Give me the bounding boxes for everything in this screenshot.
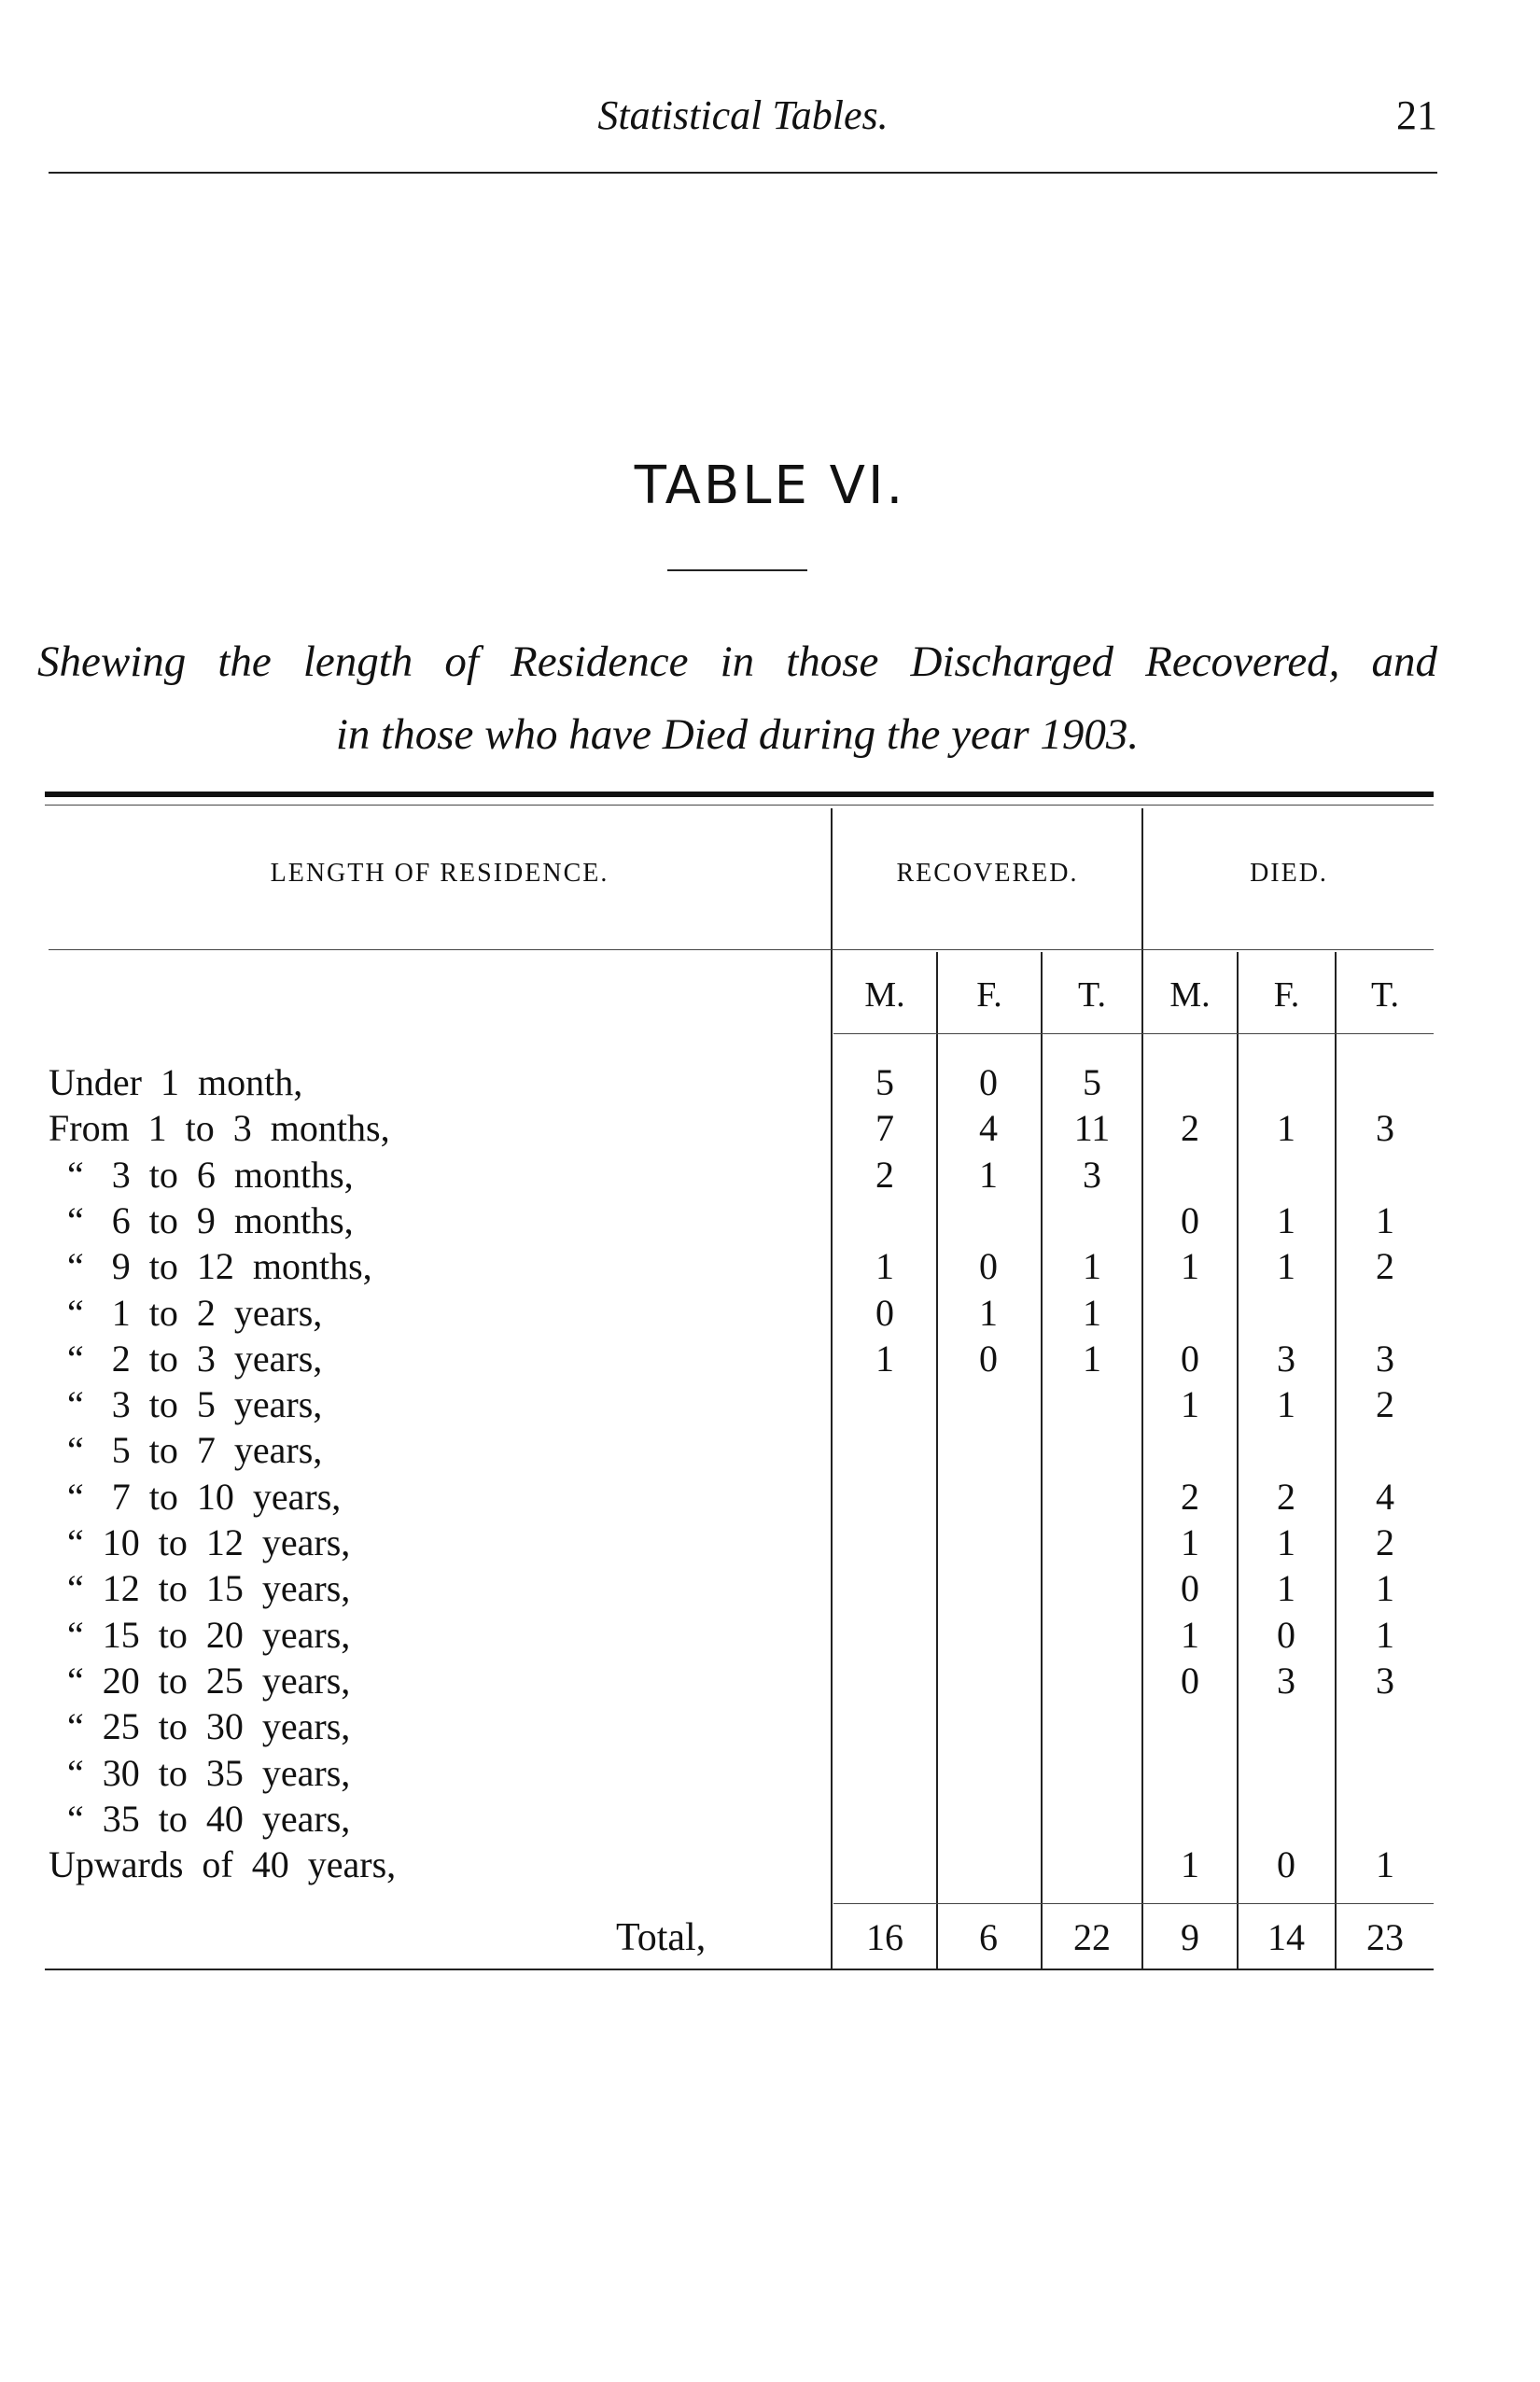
row-label: Upwards of 40 years,	[49, 1843, 397, 1886]
row-label: From 1 to 3 months,	[49, 1107, 390, 1150]
total-recovered-male: 16	[866, 1916, 903, 1958]
cell-recovered-total: 3	[1083, 1153, 1101, 1196]
cell-recovered-total: 5	[1083, 1061, 1101, 1103]
cell-died-male: 2	[1181, 1475, 1199, 1518]
cell-died-total: 3	[1376, 1659, 1394, 1702]
cell-recovered-female: 1	[979, 1291, 998, 1334]
cell-died-total: 2	[1376, 1245, 1394, 1288]
cell-recovered-female: 1	[979, 1153, 998, 1196]
table-top-thin-rule	[45, 805, 1434, 806]
cell-died-female: 1	[1277, 1521, 1295, 1563]
header-died: DIED.	[1250, 859, 1328, 888]
subheader-died-total: T.	[1371, 975, 1399, 1015]
row-label: “ 15 to 20 years,	[49, 1613, 351, 1656]
cell-died-total: 1	[1376, 1198, 1394, 1241]
table-row	[0, 1244, 1540, 1291]
header-rule	[49, 172, 1437, 174]
cell-died-total: 2	[1376, 1521, 1394, 1563]
header-length-of-residence: LENGTH OF RESIDENCE.	[270, 859, 609, 888]
row-label: “ 12 to 15 years,	[49, 1567, 351, 1610]
cell-died-male: 1	[1181, 1521, 1199, 1563]
table-row	[0, 1428, 1540, 1475]
table-row	[0, 1382, 1540, 1429]
cell-died-total: 1	[1376, 1613, 1394, 1656]
cell-recovered-male: 2	[875, 1153, 894, 1196]
row-label: “ 2 to 3 years,	[49, 1337, 323, 1380]
cell-died-male: 0	[1181, 1337, 1199, 1380]
table-row	[0, 1291, 1540, 1338]
table-row	[0, 1704, 1540, 1751]
header-mid-rule	[49, 949, 1434, 950]
table-row	[0, 1797, 1540, 1843]
subtitle-line-1: Shewing the length of Residence in those Discharged Recovered, and	[37, 638, 1437, 686]
cell-recovered-total: 1	[1083, 1245, 1101, 1288]
table-row	[0, 1060, 1540, 1107]
cell-recovered-male: 1	[875, 1337, 894, 1380]
cell-died-female: 0	[1277, 1613, 1295, 1656]
row-label: “ 20 to 25 years,	[49, 1659, 351, 1702]
cell-recovered-total: 11	[1073, 1107, 1111, 1150]
cell-died-female: 3	[1277, 1337, 1295, 1380]
cell-died-male: 1	[1181, 1613, 1199, 1656]
cell-recovered-female: 0	[979, 1245, 998, 1288]
cell-died-total: 4	[1376, 1475, 1394, 1518]
subtitle-line-2: in those who have Died during the year 1903.	[335, 710, 1140, 759]
cell-recovered-total: 1	[1083, 1291, 1101, 1334]
total-top-rule	[833, 1903, 1434, 1904]
row-label: “ 5 to 7 years,	[49, 1429, 323, 1472]
cell-died-male: 2	[1181, 1107, 1199, 1150]
row-label: “ 35 to 40 years,	[49, 1797, 351, 1840]
table-row	[0, 1106, 1540, 1153]
table-row	[0, 1843, 1540, 1889]
table-row	[0, 1566, 1540, 1613]
total-died-male: 9	[1181, 1916, 1199, 1958]
cell-died-male: 0	[1181, 1198, 1199, 1241]
cell-died-female: 3	[1277, 1659, 1295, 1702]
cell-died-male: 0	[1181, 1659, 1199, 1702]
table-row	[0, 1153, 1540, 1199]
table-row	[0, 1613, 1540, 1660]
cell-died-female: 1	[1277, 1198, 1295, 1241]
cell-died-male: 1	[1181, 1245, 1199, 1288]
row-label: “ 9 to 12 months,	[49, 1245, 372, 1288]
cell-died-female: 2	[1277, 1475, 1295, 1518]
subheader-recovered-total: T.	[1078, 975, 1106, 1015]
table-subtitle	[37, 625, 1437, 771]
cell-died-female: 1	[1277, 1567, 1295, 1610]
table-row	[0, 1751, 1540, 1798]
subheader-rule	[833, 1033, 1434, 1034]
row-label: “ 3 to 5 years,	[49, 1383, 323, 1426]
total-recovered-total: 22	[1073, 1916, 1111, 1958]
total-recovered-female: 6	[979, 1916, 998, 1958]
cell-died-male: 1	[1181, 1383, 1199, 1426]
cell-recovered-male: 1	[875, 1245, 894, 1288]
total-died-total: 23	[1366, 1916, 1404, 1958]
cell-died-total: 3	[1376, 1337, 1394, 1380]
cell-recovered-female: 0	[979, 1061, 998, 1103]
row-label: “ 25 to 30 years,	[49, 1705, 351, 1748]
subheader-died-female: F.	[1273, 975, 1300, 1015]
cell-recovered-total: 1	[1083, 1337, 1101, 1380]
title-rule	[667, 569, 807, 571]
row-label: “ 30 to 35 years,	[49, 1751, 351, 1794]
running-header	[49, 91, 1437, 147]
cell-died-total: 2	[1376, 1383, 1394, 1426]
cell-died-female: 1	[1277, 1383, 1295, 1426]
subheader-recovered-female: F.	[976, 975, 1002, 1015]
table-bottom-rule	[45, 1969, 1434, 1970]
table-row	[0, 1198, 1540, 1245]
table-title: TABLE VI.	[634, 455, 906, 516]
row-label: Under 1 month,	[49, 1061, 303, 1103]
cell-died-male: 1	[1181, 1843, 1199, 1886]
cell-died-total: 1	[1376, 1843, 1394, 1886]
total-died-female: 14	[1267, 1916, 1305, 1958]
table-row	[0, 1520, 1540, 1567]
table-row	[0, 1475, 1540, 1521]
row-label: “ 10 to 12 years,	[49, 1521, 351, 1563]
cell-died-total: 1	[1376, 1567, 1394, 1610]
subheader-died-male: M.	[1169, 975, 1211, 1015]
cell-recovered-male: 7	[875, 1107, 894, 1150]
row-label: “ 1 to 2 years,	[49, 1291, 323, 1334]
header-recovered: RECOVERED.	[896, 859, 1079, 888]
page-number: 21	[1396, 92, 1437, 138]
row-label: “ 7 to 10 years,	[49, 1475, 342, 1518]
row-label: “ 6 to 9 months,	[49, 1198, 354, 1241]
total-label: Total,	[616, 1916, 707, 1959]
cell-recovered-male: 5	[875, 1061, 894, 1103]
row-label: “ 3 to 6 months,	[49, 1153, 354, 1196]
cell-died-female: 1	[1277, 1245, 1295, 1288]
cell-recovered-female: 4	[979, 1107, 998, 1150]
subheader-recovered-male: M.	[864, 975, 905, 1015]
cell-died-male: 0	[1181, 1567, 1199, 1610]
cell-died-total: 3	[1376, 1107, 1394, 1150]
cell-died-female: 1	[1277, 1107, 1295, 1150]
cell-recovered-male: 0	[875, 1291, 894, 1334]
table-row	[0, 1337, 1540, 1383]
cell-recovered-female: 0	[979, 1337, 998, 1380]
cell-died-female: 0	[1277, 1843, 1295, 1886]
table-top-thick-rule	[45, 792, 1434, 797]
table-row	[0, 1659, 1540, 1705]
running-title: Statistical Tables.	[597, 92, 889, 138]
